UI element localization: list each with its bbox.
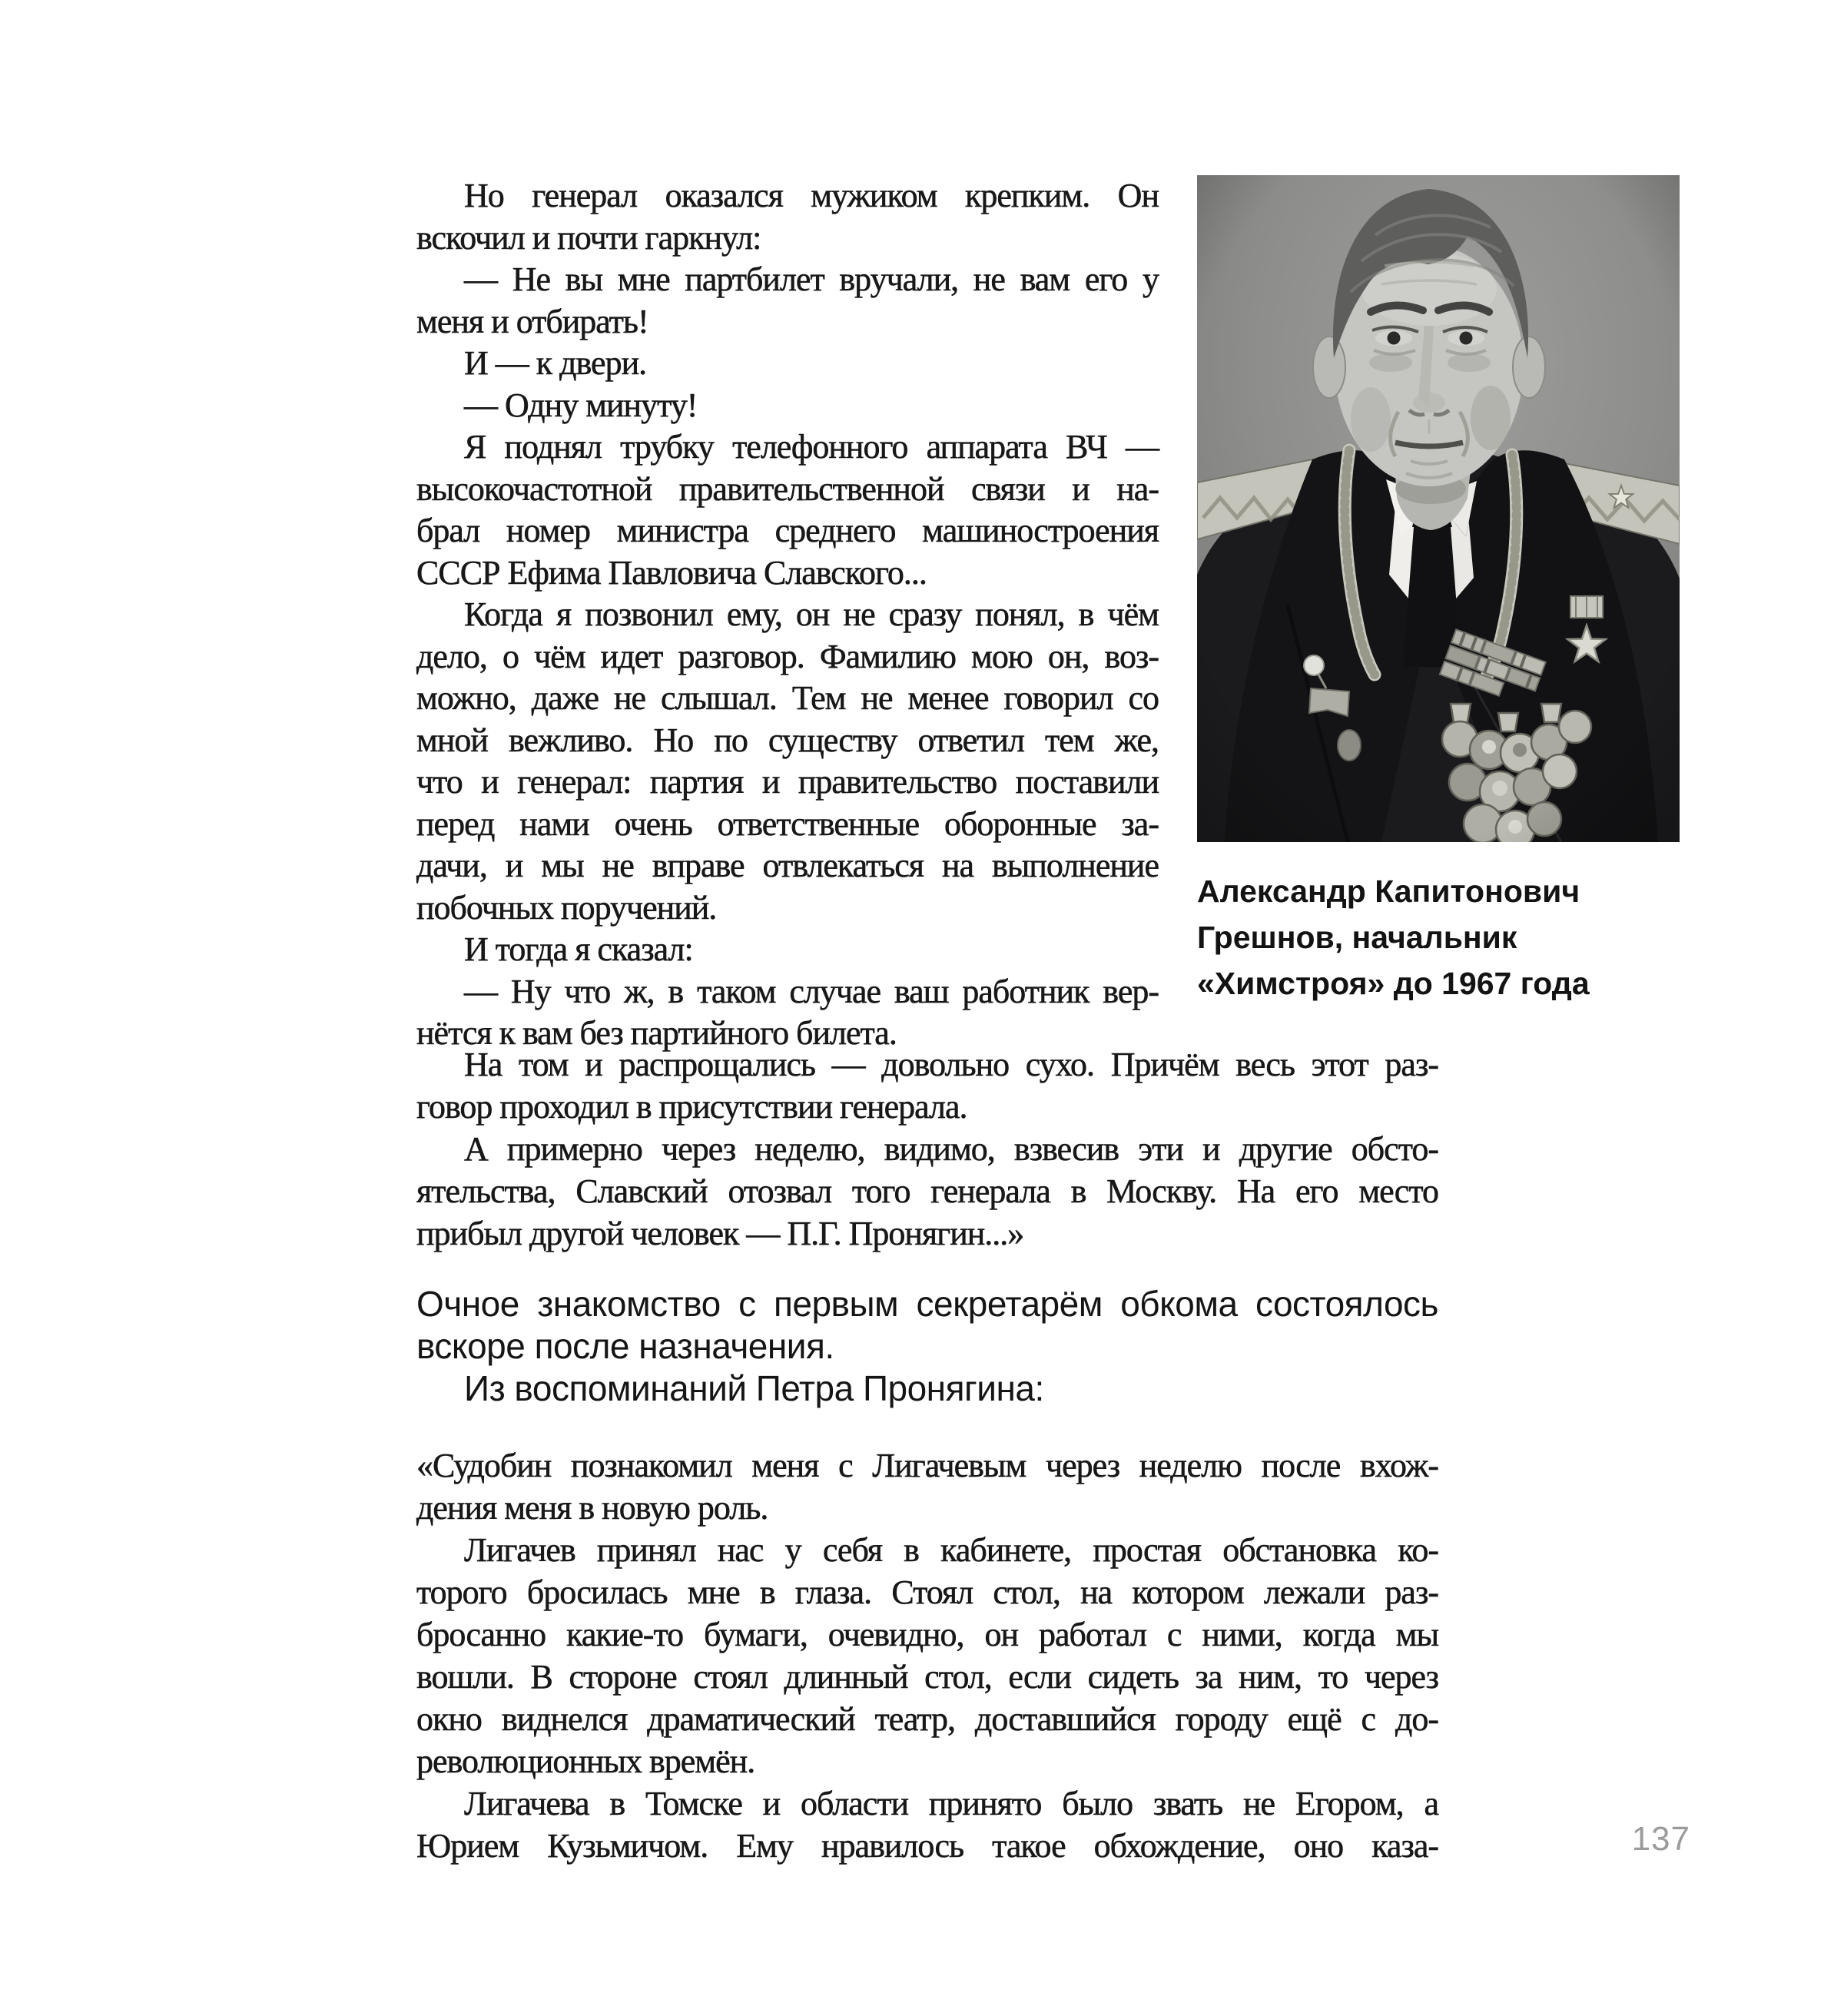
text-line: дело, о чём идет разговор. Фамилию мою он, воз- bbox=[416, 637, 1159, 675]
text-line: Я поднял трубку телефонного аппарата ВЧ — bbox=[464, 428, 1159, 466]
main-text-block bbox=[416, 1043, 1438, 1255]
text-line: Юрием Кузьмичом. Ему нравилось такое обхождение, оно каза- bbox=[416, 1827, 1438, 1865]
text-line: революционных времён. bbox=[416, 1742, 755, 1780]
text-line: СССР Ефима Павловича Славского... bbox=[416, 553, 927, 592]
text-line: И — к двери. bbox=[464, 344, 647, 382]
text-line: мной вежливо. Но по существу ответил тем же, bbox=[416, 721, 1159, 759]
text-line: Лигачев принял нас у себя в кабинете, простая обстановка ко- bbox=[464, 1531, 1438, 1569]
page-number: 137 bbox=[1631, 1820, 1690, 1858]
left-text-column bbox=[416, 175, 1159, 1055]
text-line: вскоре после назначения. bbox=[416, 1326, 834, 1366]
text-line: вскочил и почти гаркнул: bbox=[416, 218, 761, 257]
text-line: побочных поручений. bbox=[416, 888, 717, 927]
text-line: вошли. В стороне стоял длинный стол, если сидеть за ним, то через bbox=[416, 1658, 1438, 1696]
caption-line: «Химстроя» до 1967 года bbox=[1197, 966, 1590, 1001]
text-line: дачи, и мы не вправе отвлекаться на выполнение bbox=[416, 847, 1159, 884]
text-line: А примерно через неделю, видимо, взвесив эти и другие обсто- bbox=[464, 1130, 1438, 1168]
text-line: нётся к вам без партийного билета. bbox=[416, 1014, 897, 1052]
text-line: что и генерал: партия и правительство поставили bbox=[416, 763, 1159, 801]
text-line: На том и распрощались — довольно сухо. Причём весь этот раз- bbox=[464, 1046, 1438, 1083]
text-line: торого бросилась мне в глаза. Стоял стол, на котором лежали раз- bbox=[416, 1573, 1438, 1611]
text-line: — Ну что ж, в таком случае ваш работник вер- bbox=[464, 972, 1159, 1010]
portrait-photo bbox=[1197, 175, 1680, 842]
text-line: Очное знакомство с первым секретарём обкома состоялось bbox=[416, 1284, 1438, 1324]
quote-text-block bbox=[416, 1444, 1438, 1867]
text-line: брал номер министра среднего машиностроения bbox=[416, 512, 1159, 549]
text-line: Лигачева в Томске и области принято было звать не Егором, а bbox=[464, 1785, 1438, 1822]
text-line: — Не вы мне партбилет вручали, не вам его у bbox=[464, 260, 1159, 298]
portrait-photo-graphic bbox=[1197, 175, 1680, 842]
text-line: можно, даже не слышал. Тем не менее говорил со bbox=[416, 679, 1159, 717]
text-line: И тогда я сказал: bbox=[464, 930, 693, 968]
text-line: Но генерал оказался мужиком крепким. Он bbox=[464, 177, 1159, 214]
text-line: дения меня в новую роль. bbox=[416, 1489, 768, 1527]
text-line: бросанно какие-то бумаги, очевидно, он работал с ними, когда мы bbox=[416, 1616, 1438, 1653]
text-line: «Судобин познакомил меня с Лигачевым через неделю после вхож- bbox=[416, 1447, 1438, 1484]
text-line: — Одну минуту! bbox=[464, 386, 698, 424]
caption-line: Александр Капитонович bbox=[1197, 874, 1580, 909]
text-line: говор проходил в присутствии генерала. bbox=[416, 1088, 967, 1126]
caption-line: Грешнов, начальник bbox=[1197, 920, 1517, 955]
text-line: ятельства, Славский отозвал того генерала в Москву. На его место bbox=[416, 1172, 1438, 1210]
text-line: высокочастотной правительственной связи и на- bbox=[416, 469, 1159, 508]
text-line: окно виднелся драматический театр, доставшийся городу ещё с до- bbox=[416, 1700, 1438, 1738]
text-line: Когда я позвонил ему, он не сразу понял, в чём bbox=[464, 595, 1159, 633]
text-line: меня и отбирать! bbox=[416, 302, 648, 340]
text-line: Из воспоминаний Петра Пронягина: bbox=[464, 1368, 1044, 1408]
photo-caption bbox=[1197, 868, 1704, 1006]
text-line: перед нами очень ответственные оборонные за- bbox=[416, 804, 1159, 843]
text-line: прибыл другой человек — П.Г. Пронягин...» bbox=[416, 1215, 1024, 1252]
intro-text-block bbox=[416, 1283, 1438, 1410]
